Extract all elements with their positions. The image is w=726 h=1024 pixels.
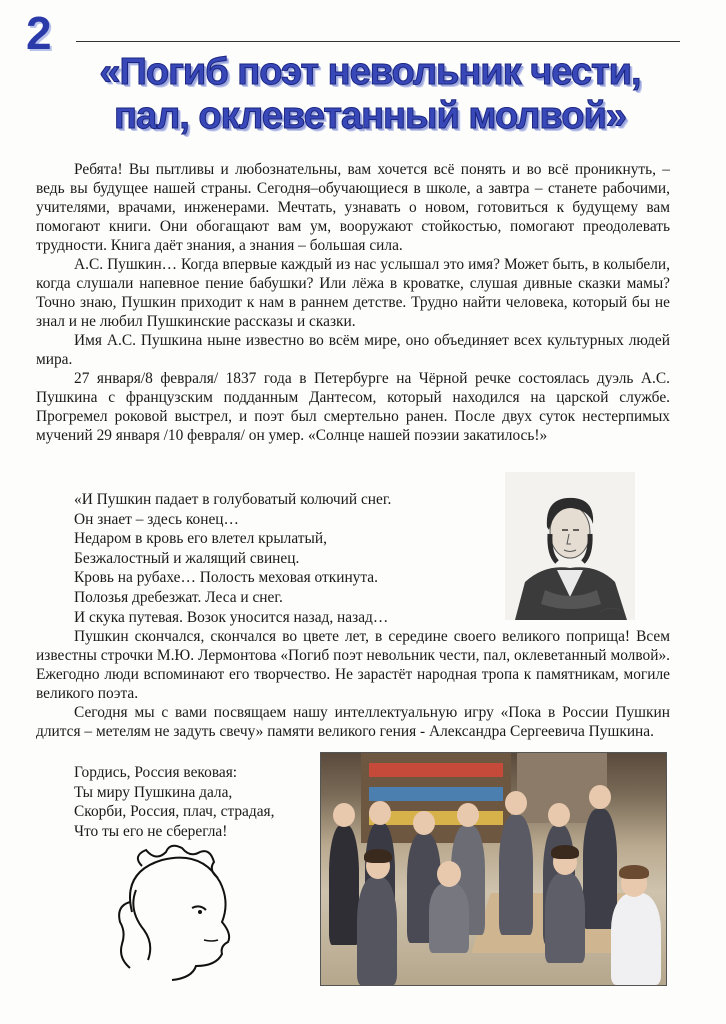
after-poem-text: [36, 627, 670, 741]
poem-line: Кровь на рубахе… Полость меховая откинута.: [74, 569, 378, 587]
paragraph-game: Сегодня мы с вами посвящаем нашу интеллектуальную игру «Пока в России Пушкин длится – метелям не задуть свечу» памяти великого гения - Александра Сергеевича Пушкина.: [36, 704, 670, 740]
poem-line: И скука путевая. Возок уносится назад, назад…: [74, 608, 389, 626]
title-line-1: «Погиб поэт невольник чести,: [99, 51, 641, 93]
paragraph-pushkin-name: А.С. Пушкин… Когда впервые каждый из нас услышал это имя? Может быть, в колыбели, когда слушали напевное пение бабушки? Или лёжа в кроватке, слушая дивные сказки мамы? Точно знаю, Пушкин приходит к нам в раннем детстве. Трудно найти человека, который бы не знал и не любил Пушкинские рассказы и сказки.: [36, 256, 670, 330]
pushkin-profile-sketch: [92, 842, 252, 982]
poem-line: «И Пушкин падает в голубоватый колючий снег.: [74, 491, 392, 508]
pushkin-portrait-engraving: [505, 472, 635, 620]
students-classroom-photo: [320, 752, 667, 986]
title-line-2: пал, оклеветанный молвой»: [114, 95, 626, 137]
poem-line: Он знает – здесь конец…: [74, 510, 239, 528]
header-rule: [76, 41, 680, 42]
poem-death: [74, 490, 494, 627]
poem-line: Ты миру Пушкина дала,: [74, 783, 233, 801]
paragraph-intro: Ребята! Вы пытливы и любознательны, вам хочется всё понять и во всё проникнуть, – ведь вы будущее нашей страны. Сегодня–обучающиеся в школе, а завтра – станете рабочими, учителями, врачами, инженерами. Мечтать, узнавать о новом, готовиться к будущему вам помогают книги. Они обогащают вам ум, вооружают стойкостью, помогают преодолевать трудности. Книга даёт знания, а знания – большая сила.: [36, 161, 670, 254]
intro-text: [36, 160, 670, 445]
poem-line: Скорби, Россия, плач, страдая,: [74, 803, 275, 821]
poem-line: Что ты его не сберегла!: [74, 822, 228, 840]
poem-line: Полозья дребезжат. Леса и снег.: [74, 588, 283, 606]
paragraph-lermontov: Пушкин скончался, скончался во цвете лет, в середине своего великого поприща! Всем известны строчки М.Ю. Лермонтова «Погиб поэт невольник чести, пал, оклеветанный молвой». Ежегодно люди вспоминают его творчество. Не зарастёт народная тропа к памятникам, могиле великого поэта.: [36, 628, 670, 702]
poem-line: Недаром в кровь его влетел крылатый,: [74, 530, 327, 548]
paragraph-duel: 27 января/8 февраля/ 1837 года в Петербурге на Чёрной речке состоялась дуэль А.С. Пушкина с французским подданным Дантесом, который находился на царской службе. Прогремел роковой выстрел, и поэт был смертельно ранен. После двух суток нестерпимых мучений 29 января /10 февраля/ он умер. «Солнце нашей поэзии закатилось!»: [36, 370, 670, 444]
poem-russia: [74, 763, 314, 841]
page-title: [40, 50, 700, 138]
paragraph-world-fame: Имя А.С. Пушкина ныне известно во всём мире, оно объединяет всех культурных людей мира.: [36, 332, 670, 368]
page-number: 2: [26, 7, 52, 59]
poem-line: Безжалостный и жалящий свинец.: [74, 549, 300, 567]
poem-line: Гордись, Россия вековая:: [74, 764, 238, 781]
